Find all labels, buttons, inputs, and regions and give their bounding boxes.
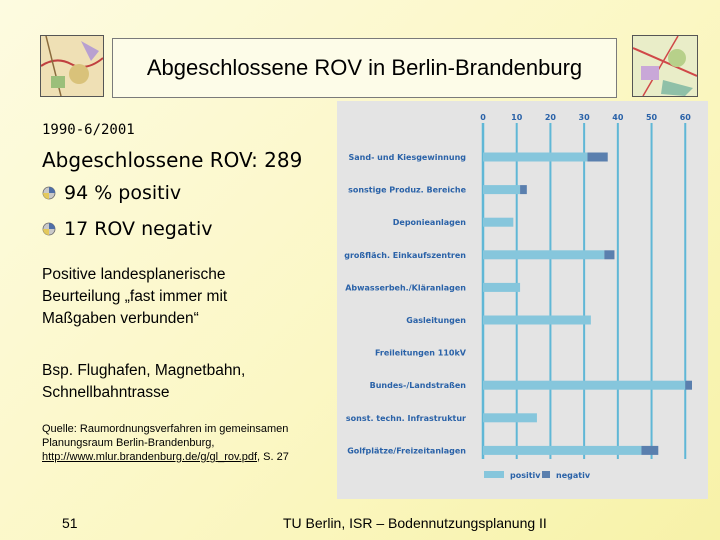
- category-label: Sand- und Kiesgewinnung: [348, 153, 466, 162]
- category-label: Gasleitungen: [406, 316, 466, 325]
- bullet-item-negative: [42, 218, 212, 240]
- category-label: Abwasserbeh./Kläranlagen: [345, 283, 466, 293]
- source-citation: [42, 422, 332, 464]
- category-label: Deponieanlagen: [392, 218, 466, 228]
- category-label: Bundes-/Landstraßen: [369, 381, 466, 391]
- bar-negative: [520, 185, 527, 194]
- bullet-text: 94 % positiv: [64, 182, 182, 204]
- legend-swatch-negative: [542, 471, 550, 478]
- bar-positive: [483, 185, 520, 194]
- legend-label-negative: negativ: [556, 471, 591, 480]
- map-image-right: [633, 36, 697, 96]
- headline: Abgeschlossene ROV: 289: [42, 148, 303, 172]
- paragraph-line: Beurteilung „fast immer mit: [42, 288, 228, 305]
- source-line: Planungsraum Berlin-Brandenburg,: [42, 437, 215, 449]
- x-tick-label: 30: [578, 113, 590, 122]
- x-tick-label: 0: [480, 113, 486, 122]
- paragraph-line: Bsp. Flughafen, Magnetbahn,: [42, 362, 246, 379]
- source-page: , S. 27: [257, 451, 289, 463]
- x-tick-label: 10: [511, 113, 523, 122]
- bullet-icon: [42, 186, 56, 200]
- x-tick-label: 20: [544, 113, 556, 122]
- bar-positive: [483, 153, 588, 162]
- bar-negative: [641, 446, 658, 455]
- bar-negative: [604, 250, 614, 259]
- bar-positive: [483, 283, 520, 292]
- paragraph-line: Schnellbahntrasse: [42, 384, 170, 401]
- category-label: Golfplätze/Freizeitanlagen: [347, 446, 466, 456]
- paragraph-line: Maßgaben verbunden“: [42, 310, 199, 327]
- bar-positive: [483, 413, 537, 422]
- bar-negative: [685, 381, 692, 390]
- legend-label-positive: positiv: [510, 471, 541, 480]
- assessment-paragraph: [42, 264, 227, 330]
- page-number: 51: [62, 515, 78, 531]
- bar-positive: [483, 250, 604, 259]
- bullet-item-positive: [42, 182, 181, 204]
- category-label: großfläch. Einkaufszentren: [344, 250, 466, 260]
- x-tick-label: 40: [612, 113, 624, 122]
- category-label: Freileitungen 110kV: [374, 348, 466, 358]
- paragraph-line: Positive landesplanerische: [42, 266, 226, 283]
- map-thumbnail-left: [40, 35, 104, 97]
- map-image-left: [41, 36, 103, 96]
- x-tick-label: 50: [645, 113, 658, 122]
- footer-text: TU Berlin, ISR – Bodennutzungsplanung II: [283, 515, 547, 531]
- bar-negative: [588, 153, 608, 162]
- slide-title: Abgeschlossene ROV in Berlin-Brandenburg: [112, 38, 617, 98]
- category-label: sonst. techn. Infrastruktur: [345, 413, 466, 423]
- x-tick-label: 60: [679, 113, 691, 122]
- map-thumbnail-right: [632, 35, 698, 97]
- bullet-icon: [42, 222, 56, 236]
- category-label: sonstige Produz. Bereiche: [348, 185, 466, 195]
- chart-svg: [337, 101, 708, 499]
- source-line: Quelle: Raumordnungsverfahren im gemeinsamen: [42, 423, 289, 435]
- example-paragraph: [42, 360, 245, 404]
- bar-chart: [337, 101, 708, 499]
- source-link[interactable]: http://www.mlur.brandenburg.de/g/gl_rov.pdf: [42, 451, 258, 463]
- bar-positive: [483, 381, 685, 390]
- bar-positive: [483, 446, 641, 455]
- legend-swatch-positive: [484, 471, 504, 478]
- bullet-text: 17 ROV negativ: [64, 218, 213, 240]
- bar-positive: [483, 316, 591, 325]
- bar-positive: [483, 218, 513, 227]
- date-range: 1990-6/2001: [42, 122, 135, 138]
